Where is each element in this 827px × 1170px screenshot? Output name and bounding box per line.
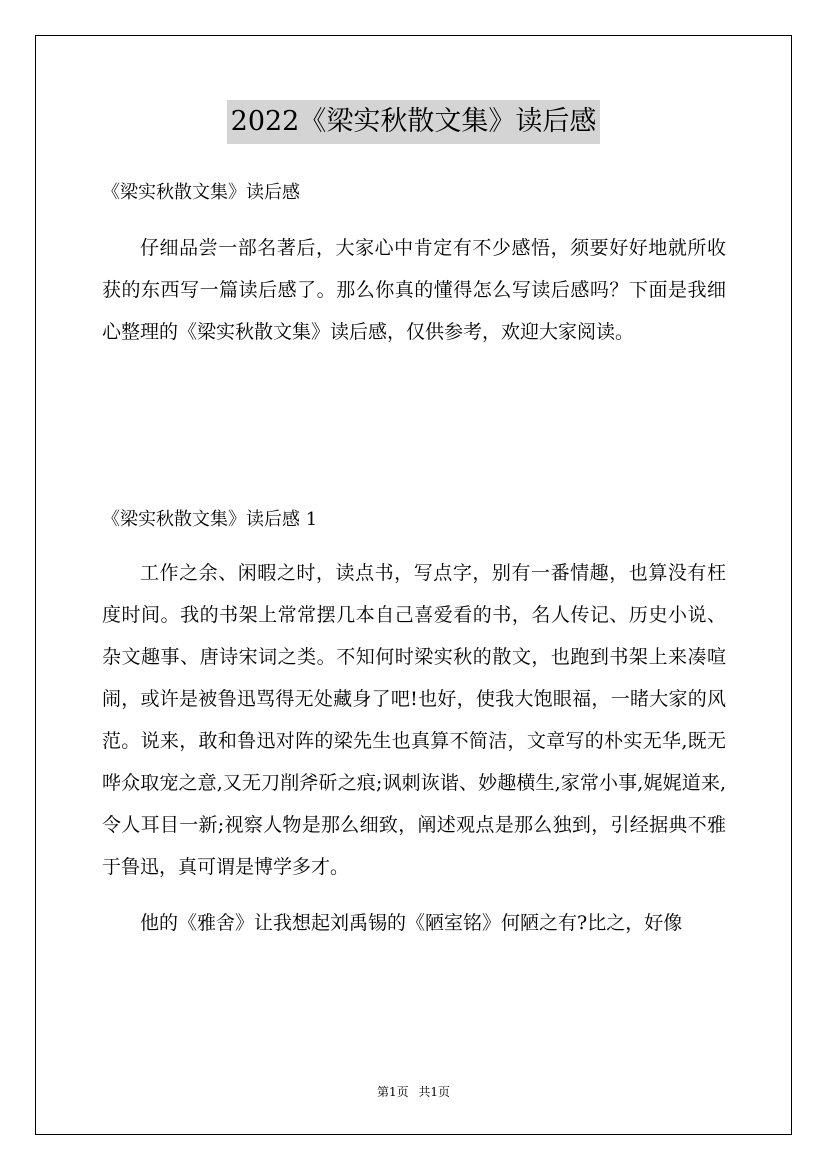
document-title: 2022《梁实秋散文集》读后感	[227, 100, 601, 144]
title-area	[0, 100, 827, 144]
section-1	[102, 509, 726, 531]
intro-section	[102, 182, 726, 204]
section-paragraph-1: 工作之余、闲暇之时，读点书，写点字，别有一番情趣，也算没有枉度时间。我的书架上常常摆几本自己喜爱看的书，名人传记、历史小说、杂文趣事、唐诗宋词之类。不知何时梁实秋的散文，也跑到书架上来凑喧闹，或许是被鲁迅骂得无处藏身了吧!也好，使我大饱眼福，一睹大家的风范。说来，敢和鲁迅对阵的梁先生也真算不简洁，文章写的朴实无华,既无哗众取宠之意,又无刀削斧斫之痕;讽刺诙谐、妙趣横生,家常小事,娓娓道来,令人耳目一新;视察人物是那么细致，阐述观点是那么独到，引经据典不雅于鲁迅，真可谓是博学多才。	[102, 562, 726, 878]
page-total: 共1页	[418, 1085, 451, 1099]
page-number: 第1页	[376, 1085, 409, 1099]
section-1-body	[102, 552, 726, 944]
intro-heading: 《梁实秋散文集》读后感	[102, 182, 300, 203]
intro-paragraph: 仔细品尝一部名著后，大家心中肯定有不少感悟，须要好好地就所收获的东西写一篇读后感了。那么你真的懂得怎么写读后感吗？下面是我细心整理的《梁实秋散文集》读后感，仅供参考，欢迎大家阅读。	[102, 237, 726, 343]
section-heading: 《梁实秋散文集》读后感 1	[102, 509, 318, 530]
section-paragraph-2: 他的《雅舍》让我想起刘禹锡的《陋室铭》何陋之有?比之，好像	[140, 912, 683, 934]
page-footer	[0, 1084, 827, 1100]
intro-body	[102, 227, 726, 353]
